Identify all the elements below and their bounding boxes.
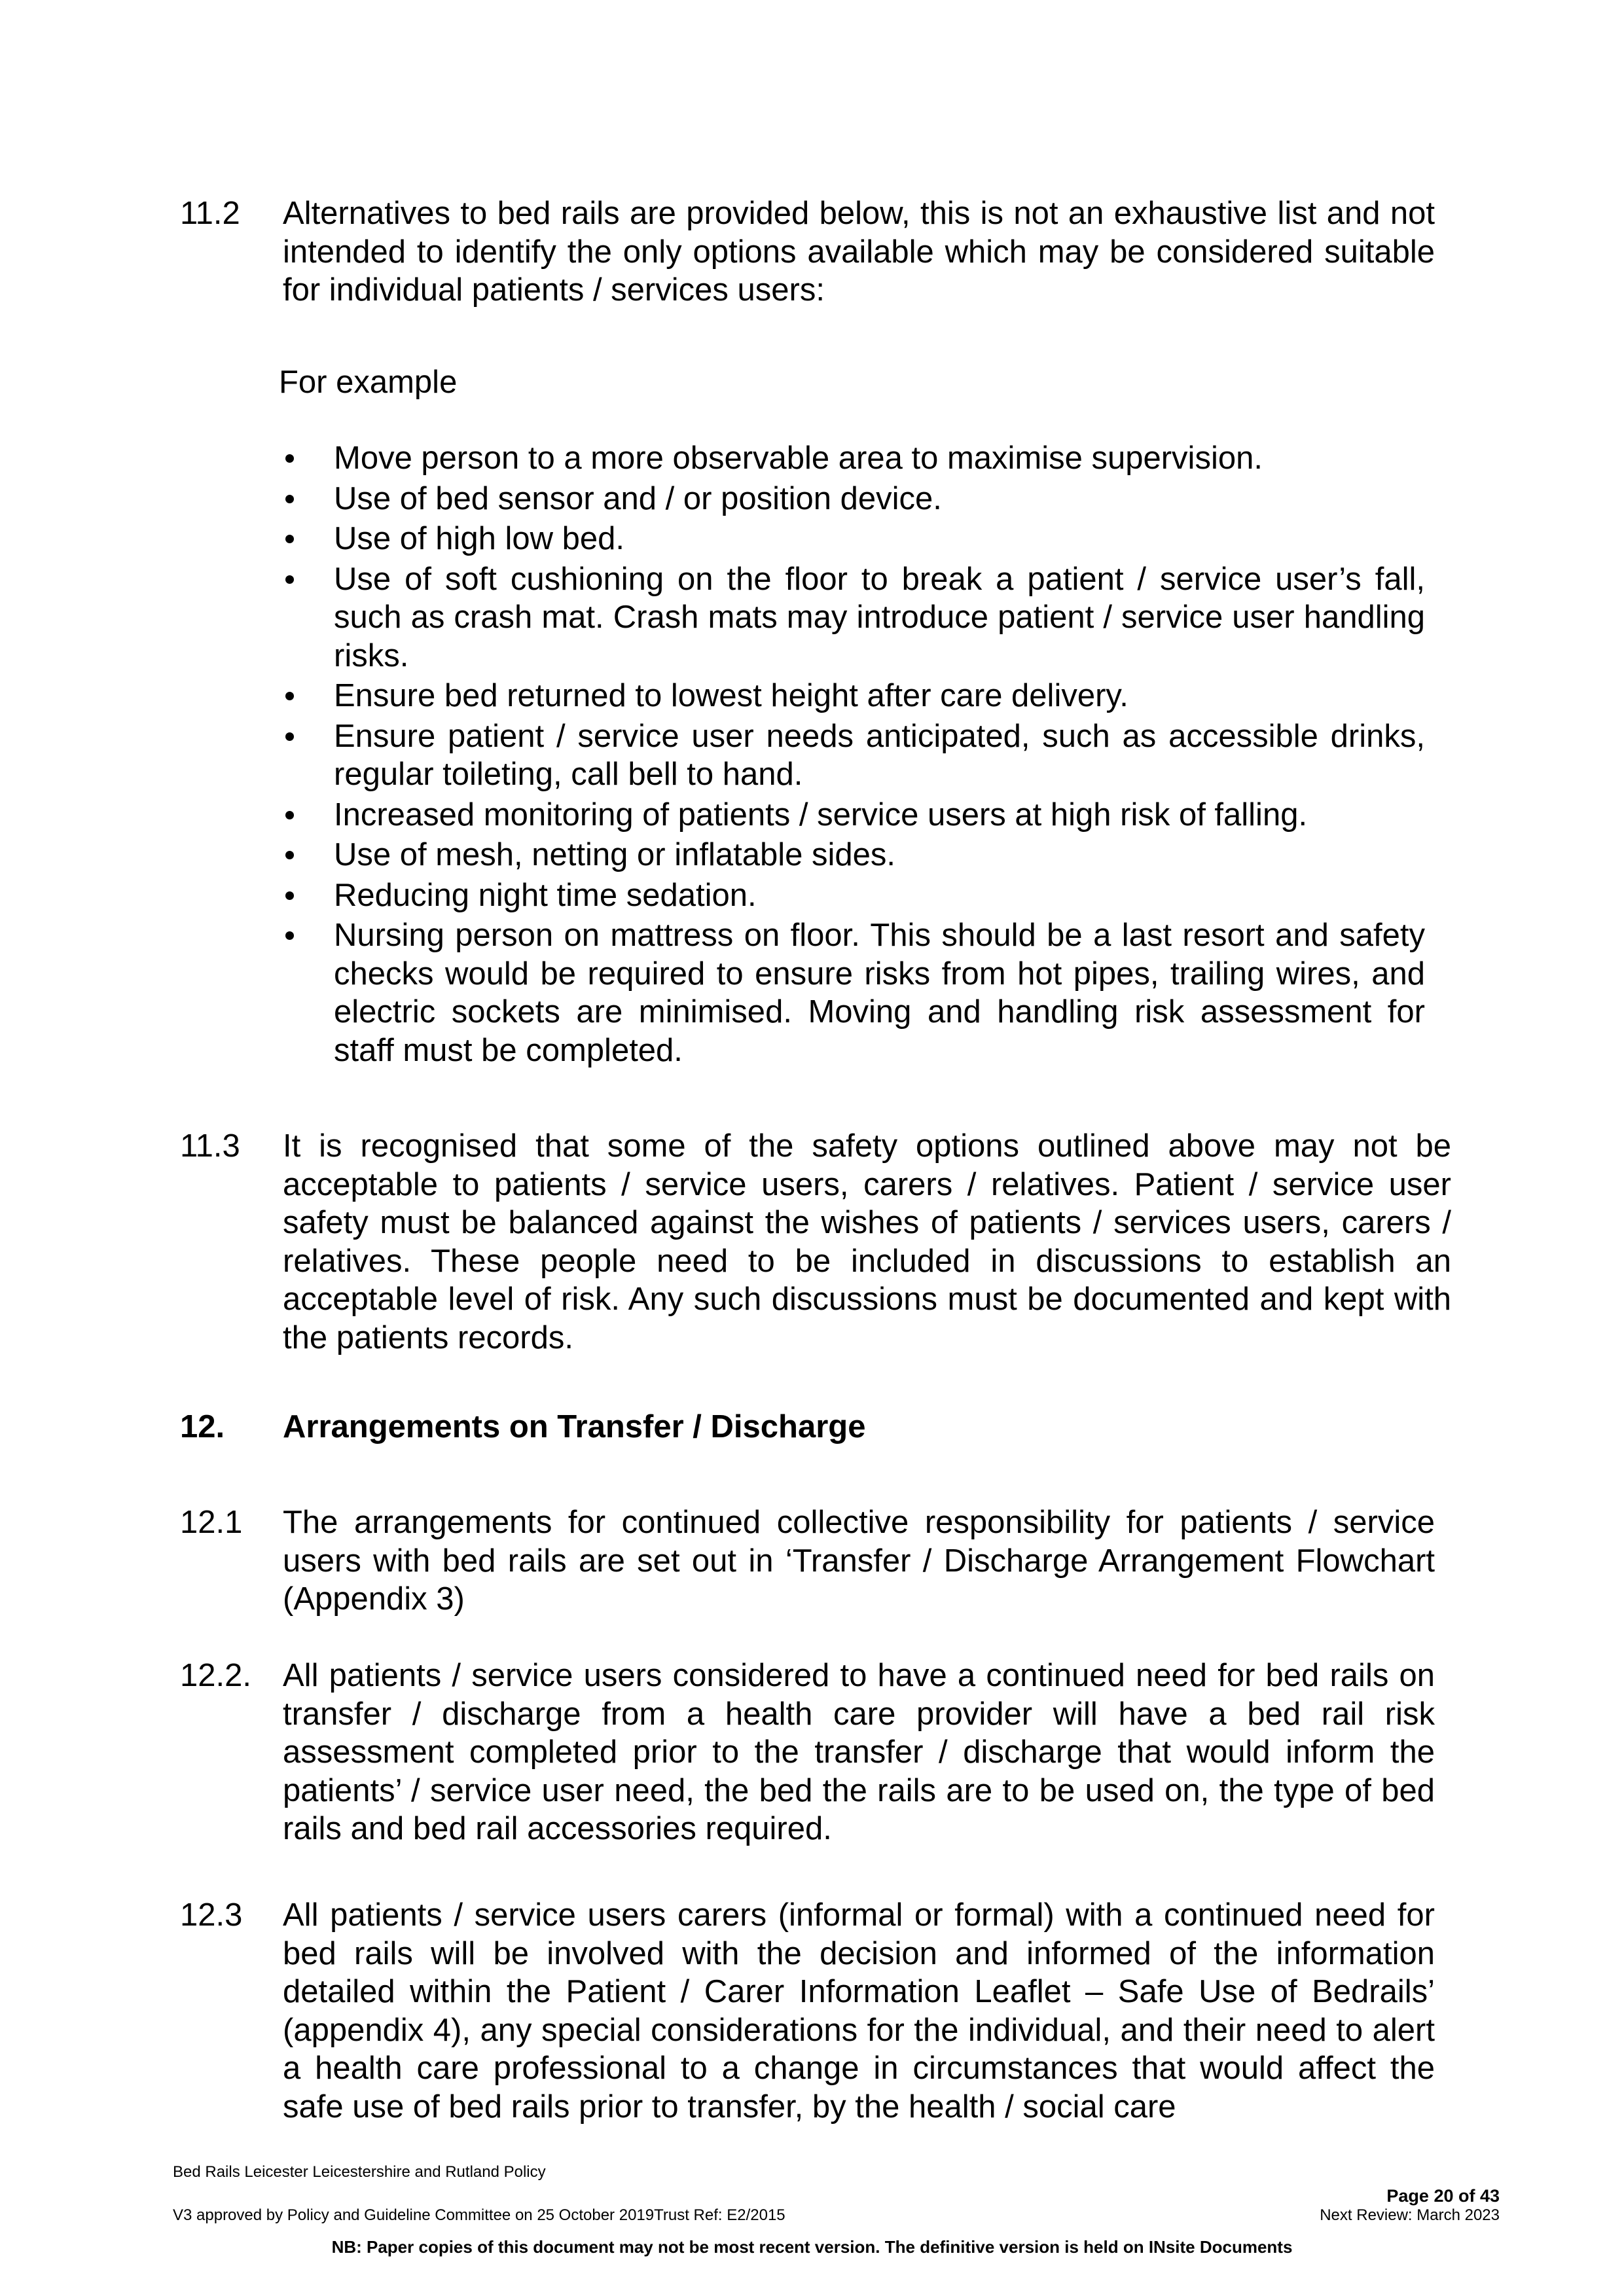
section-number-12-3: 12.3 [180, 1897, 243, 1933]
bullet-icon [285, 535, 294, 543]
alternatives-bullet-list [283, 439, 1425, 1071]
bullet-icon [285, 454, 294, 463]
list-item: Use of high low bed. [283, 520, 1425, 558]
bullet-icon [285, 931, 294, 940]
section-11-2-text: Alternatives to bed rails are provided below, this is not an exhaustive list and not intended to identify the only options available which may be considered suitable for individual patients / services users: [283, 196, 1435, 308]
list-item: Move person to a more observable area to maximise supervision. [283, 439, 1425, 478]
section-number-12-1: 12.1 [180, 1505, 243, 1540]
footer-nb-notice: NB: Paper copies of this document may not be most recent version. The definitive version is held on INsite Documents [331, 2237, 1293, 2257]
list-item: Use of bed sensor and / or position device. [283, 480, 1425, 518]
footer-approval-line: V3 approved by Policy and Guideline Committee on 25 October 2019Trust Ref: E2/2015 [173, 2206, 785, 2224]
section-number-11-3: 11.3 [180, 1128, 240, 1164]
for-example-label: For example [279, 365, 458, 400]
bullet-icon [285, 692, 294, 700]
list-item: Nursing person on mattress on floor. This should be a last resort and safety checks would be required to ensure risks from hot pipes, trailing wires, and electric sockets are minimised. Moving and handling risk assessment for staff must be completed. [283, 916, 1425, 1069]
bullet-icon [285, 811, 294, 819]
bullet-icon [285, 891, 294, 900]
list-item: Use of soft cushioning on the floor to break a patient / service user’s fall, such as crash mat. Crash mats may introduce patient / service user handling risks. [283, 560, 1425, 675]
section-number-12-2: 12.2. [180, 1658, 251, 1693]
list-item: Ensure bed returned to lowest height after care delivery. [283, 677, 1425, 715]
list-item: Ensure patient / service user needs anticipated, such as accessible drinks, regular toileting, call bell to hand. [283, 717, 1425, 794]
section-12-1-text: The arrangements for continued collective responsibility for patients / service users with bed rails are set out in ‘Transfer / Discharge Arrangement Flowchart (Appendix 3) [283, 1505, 1435, 1617]
bullet-icon [285, 851, 294, 859]
section-12-title: Arrangements on Transfer / Discharge [283, 1409, 866, 1444]
list-item: Increased monitoring of patients / service users at high risk of falling. [283, 796, 1425, 834]
section-12-2-text: All patients / service users considered to have a continued need for bed rails on transfer / discharge from a health care provider will have a bed rail risk assessment completed prior to the transfer / discharge that would inform the patients’ / service user need, the bed the rails are to be used on, the type of bed rails and bed rail accessories required. [283, 1658, 1435, 1846]
section-number-11-2: 11.2 [180, 196, 240, 231]
bullet-icon [285, 732, 294, 741]
footer-page-number: Page 20 of 43 [1386, 2186, 1500, 2206]
footer-next-review: Next Review: March 2023 [1320, 2206, 1500, 2224]
list-item: Reducing night time sedation. [283, 876, 1425, 915]
list-item: Use of mesh, netting or inflatable sides. [283, 836, 1425, 874]
footer-policy-name: Bed Rails Leicester Leicestershire and Rutland Policy [173, 2163, 546, 2181]
bullet-icon [285, 495, 294, 503]
section-12-3-text: All patients / service users carers (informal or formal) with a continued need for bed rails will be involved with the decision and informed of the information detailed within the Patient / Carer Information Leaflet – Safe Use of Bedrails’ (appendix 4), any special considerations for the individual, and their need to alert a health care professional to a change in circumstances that would affect the safe use of bed rails prior to transfer, by the health / social care [283, 1897, 1435, 2125]
bullet-icon [285, 575, 294, 584]
section-11-3-text: It is recognised that some of the safety options outlined above may not be acceptable to patients / service users, carers / relatives. Patient / service user safety must be balanced against the wishes of patients / services users, carers / relatives. These people need to be included in discussions to establish an acceptable level of risk. Any such discussions must be documented and kept with the patients records. [283, 1128, 1451, 1355]
section-number-12: 12. [180, 1409, 225, 1444]
